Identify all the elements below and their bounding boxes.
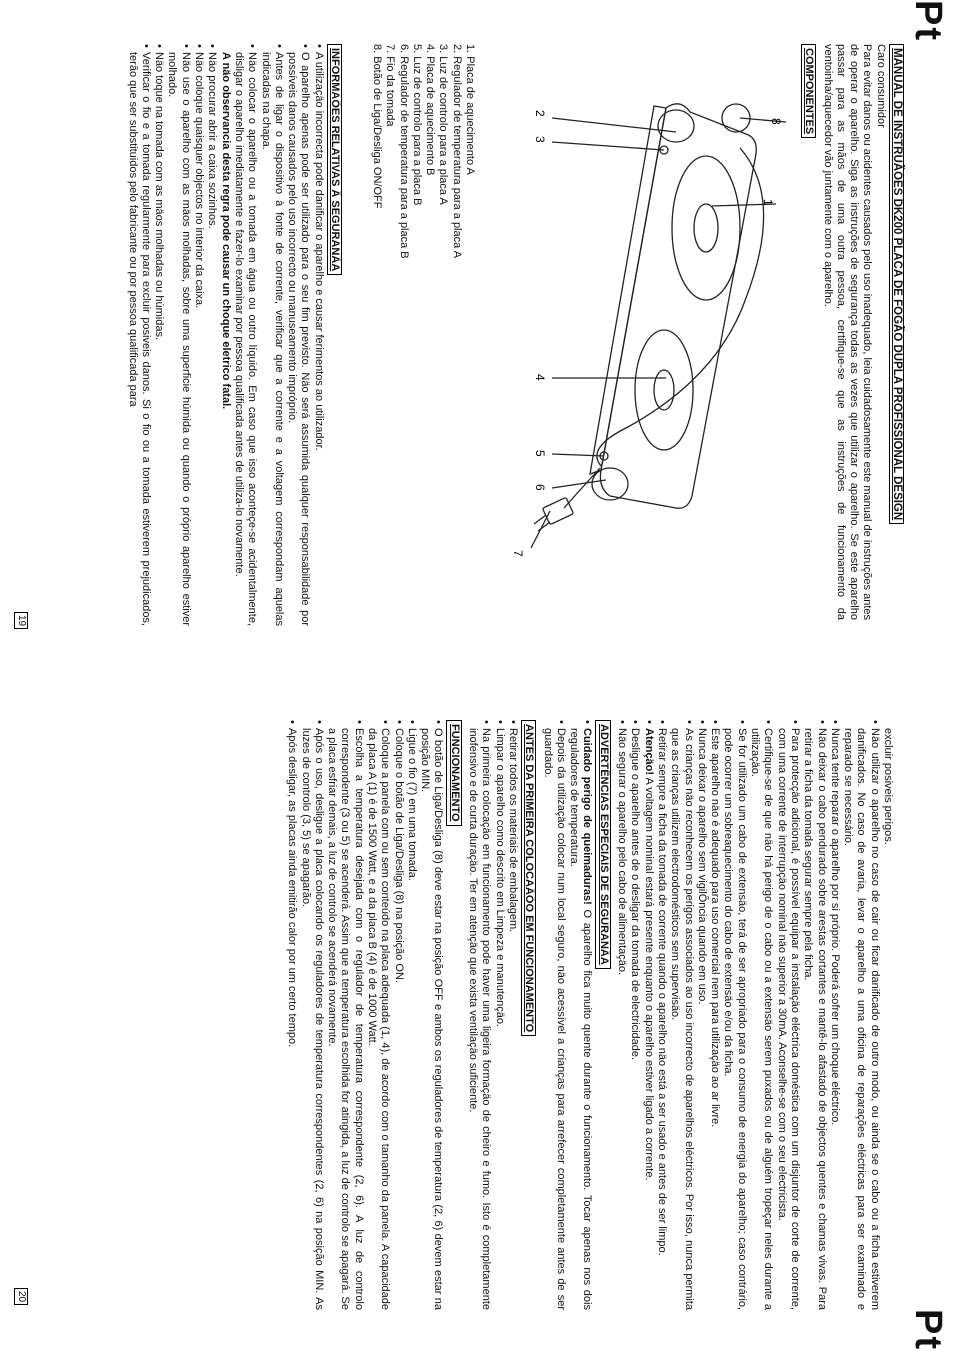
safety-heading: INFORMAÕES RELATIVAS Ä SEGURANÃA — [327, 44, 342, 275]
operation-item: • Coloque o botão de Liga/Desliga (8) na posição ON. — [391, 720, 404, 1310]
callout-8: 8 — [769, 118, 783, 125]
attention-item — [641, 720, 654, 1310]
component-item: 2. Regulador de temperatura para a placa A — [450, 44, 463, 259]
safety-continued — [285, 720, 894, 1310]
safety-item: • Näo procurar abrir a caixa sozinhos. — [205, 44, 218, 626]
operation-item: • Coloque a panela com ou sem conteúdo na placa adequada (1, 4), de acordo com o tamanho da panela. A capacidade da placa A (1) é de 1500 Watt, e a da placa B (4) é de 1000 Watt. — [365, 720, 392, 1310]
first-use-item: • Limpar o aparelho como descrito em Limpeza e manutençäo. — [492, 720, 505, 1310]
safety-item: • Para protecçäo adicional, é possível equipar a instalaçäo eléctrica doméstica com um disjuntor de corte de corrente, com uma corrente de interrupçäo nominal näo superior a 30mA. Aconselhe-se com o seu electricista. — [774, 720, 801, 1310]
safety-item: • Näo use o aparelho com as mäos molhadas, sobre uma superficie húmida ou quando o próprio aparelho estiver molhado. — [165, 44, 192, 626]
safety-item: • Näo deixar o cabo pendurado sobre arestas cortantes e mantê-lo afastado de objectos quentes e chamas vivas. Para retirar a ficha da tomada segurar sempre pela ficha. — [801, 720, 828, 1310]
callout-2: 2 — [533, 110, 547, 117]
power-cord-loop — [597, 148, 764, 466]
components-list-column — [370, 44, 476, 464]
safety-item: • Näo colocar o aparelho ou a tomada em água ou outro líquido. Em caso que isso aconteçe-se acidentalmente, disligar o aparelho imediatamente e fazer-lo examinar por pessoa qualificada antes de utiliza-lo novamente. — [232, 44, 259, 626]
safety-section — [125, 44, 342, 626]
plug — [542, 497, 573, 524]
safety-item: • Näo utilizar o aparelho no caso de cair ou ficar danificado de outro modo, ou ainda se o cabo ou a ficha estiverem danificados. No caso de avaria, levar o aparelho a uma oficina de reparações eléctricas para ser examinado e reparado se necessário. — [841, 720, 881, 1310]
safety-list-3 — [615, 720, 881, 1310]
components-heading: COMPONENTES — [801, 44, 816, 138]
operation-item: • Ligue o fio (7) em uma tomada. — [405, 720, 418, 1310]
callout-1: 1 — [761, 199, 775, 206]
callout-5: 5 — [533, 450, 547, 457]
language-tag: Pt — [907, 0, 949, 42]
page-number: 19 — [14, 612, 28, 629]
page-19-content — [0, 0, 954, 675]
components-list — [370, 44, 476, 464]
safety-list — [232, 44, 325, 626]
safety-item: • Antes de ligar o dispositivo à fonte de corrente, verificar que a corrente e a voltagem correspondam aquelas indicadas na chapa. — [258, 44, 285, 626]
callout-6: 6 — [533, 484, 547, 491]
manual-title: MANUAL DE INSTRUÃOES DK200 PLACA DE FOGÃO DUPLA PROFISSIONAL DESIGN — [889, 44, 904, 524]
safety-item: • Verificar o fio e a tomada regularmente para excluir posiveis danos. Si o fio ou a tomada estiverem prejudicados, terão que ser substituidos pelo fabricante ou por pessoa qualificada para — [125, 44, 152, 626]
component-item: 7. Fio da tomada — [384, 44, 397, 127]
page-20 — [0, 676, 954, 1351]
safety-item: • A utilizaçäo incorrecta pode danificar o aparelho e causar ferimentos ao utilizador. — [311, 44, 324, 626]
burn-label: Cuidado perigo de queimaduras! — [581, 728, 594, 905]
safety-item: • Desligue o aparelho antes de o desligar da tomada de electricidade. — [628, 720, 641, 1310]
callout-7: 7 — [511, 550, 525, 557]
component-item: 6. Regulador de temperatura para a placa B — [397, 44, 410, 259]
knob-b-icon — [592, 468, 628, 500]
first-use-heading: ANTES DA PRIMEIRA COLOCAÃÕO EM FUNCIONAMENTO — [521, 720, 536, 1036]
power-cord — [564, 468, 600, 508]
first-use-item: • Na primeira colocaçäo em funcionamento pode haver uma ligeira formaçäo de cheiro e fumo. Isto é completamente inofensivo e de curta duraçäo. Ter em atençäo que exista ventilaçäo suficiente. — [466, 720, 493, 1310]
safety-item: • Se for utilizado um cabo de extensäo, terá de ser apropriado para o consumo de energia do aparelho; caso contrário, pode ocorrer um sobreaquecimento do cabo de extensäo e/ou da ficha. — [721, 720, 748, 1310]
attention-label: Atençäo! — [642, 728, 655, 776]
operation-item: • Escolha a temperatura desejada com o regulador de temperatura correspondente (2, 6). A luz de controlo correspondente (3 ou 5) se acenderá. Assim que a temperatura escolhida for atingida, a luz de controlo se apagará. Se a placa esfriar demais, a luz de controlo se acenderá novamente. — [325, 720, 365, 1310]
intro-greeting: Caro consumidor — [874, 44, 887, 128]
safety-item: • Certifique-se de que näo há perigo de o cabo ou a extensäo serem puxados ou de alguém tropeçar neles durante a utilizaçäo. — [748, 720, 775, 1310]
operation-item: • Após o uso, desligue a placa colocando os reguladores de temperatura correspondentes (2, 6) na posição MIN. As luzes de controlo (3, 5) se apagarão. — [298, 720, 325, 1310]
burn-warning-item — [567, 720, 594, 1310]
attention-text: A voltagem nominal estará presente enquanto o aparelho estiver ligado a corrente. — [642, 775, 655, 1181]
first-use-item: • Retirar todos os materiais de embalagem. — [506, 720, 519, 1310]
burn-text: O aparelho fica muito quente durante o funcionamento. Tocar apenas nos dois reguladores de temperatura. — [568, 728, 594, 1310]
safety-item: • Nunca tente reparar o aparelho por si próprio. Poderá sofrer um choque eléctrico. — [828, 720, 841, 1310]
first-use-list — [466, 720, 519, 1310]
operation-item: • O botão de Liga/Desliga (8) deve estar na posição OFF e ambos os reguladores de temperatura (2, 6) devem estar na posição MIN. — [418, 720, 445, 1310]
page-number: 20 — [14, 1288, 28, 1305]
safety-item: • As crianças näo reconhecem os perigos associados ao uso incorrecto de aparelhos eléctricos. Por isso, nunca permita que as crianças utilizem electrodomésticos sem supervisäo. — [668, 720, 695, 1310]
special-safety-list — [540, 720, 593, 1310]
safety-warning: A näo observancia desta regra pode causar un choque eletrico fatal. — [219, 52, 232, 410]
safety-item: • Näo toque na tomada com as mäos molhadas ou húmidas. — [152, 44, 165, 626]
language-tag: Pt — [907, 1309, 949, 1351]
safety-item: • Näo segurar o aparelho pelo cabo de alimentaçäo. — [615, 720, 628, 1310]
callout-4: 4 — [533, 374, 547, 381]
safety-item: • O aparelho apenas pode ser utilizado para o seu fim previsto. Näo será assumida qualquer responsabilidade por possíveis danos causados pelo uso incorrecto ou manuseamento impróprio. — [285, 44, 312, 626]
safety-list-2 — [125, 44, 218, 626]
component-item: 4. Placa de aquecimento B — [424, 44, 437, 176]
hotplate-diagram — [491, 78, 783, 578]
plate-a-icon — [672, 156, 740, 300]
intro-paragraph: Para evitar danos ou acidentes causados pelo uso inadequado, leia cuidadosamente este manual de instruções antes de operar o aparelho. Siga as instruções de segurança todas as vezes que utilizar o aparelho. Se este aparelho passar para as mãos de uma outra pessoa, certifique-se que as instruções de funcionamento da ventoinha/aquecedor vão juntamente com o aparelho. — [821, 44, 874, 620]
hotplate-base — [590, 106, 666, 474]
safety-item: • Nunca deixar o aparelho sem vigilÕncia quando em uso. — [695, 720, 708, 1310]
operation-list — [285, 720, 445, 1310]
component-item: 5. Luz de controlo para a placa B — [410, 44, 423, 206]
safety-item: • Retirar sempre a ficha da tomada de corrente quando o aparelho näo está a ser usado e antes de ser limpo. — [655, 720, 668, 1310]
operation-heading: FUNCIONAMENTO — [447, 720, 462, 826]
special-safety-heading: ADVERTÊNCIAS ESPECIAIS DE SEGURANÃA — [595, 720, 610, 969]
page-20-content — [0, 676, 954, 1351]
callout-3: 3 — [533, 136, 547, 143]
intro-column — [799, 44, 904, 620]
component-item: 1. Placa de aquecimento A — [464, 44, 476, 175]
plate-b-icon — [635, 330, 693, 450]
safety-item: • Depois da utilizaçäo colocar num local seguro, näo acessível a crianças para arrefecer completamente antes de ser guardado. — [540, 720, 567, 1310]
component-item: 3. Luz de controlo para a placa A — [437, 44, 450, 205]
safety-item: • Näo coloque quaisquer objectos no interior da caixa. — [192, 44, 205, 626]
page-19 — [0, 0, 954, 675]
continuation-text: excluir posiveis perigos. — [882, 728, 894, 845]
safety-item: • Este aparelho näo é adequado para uso comercial nem para utilizaçäo ao ar livre. — [708, 720, 721, 1310]
operation-item: • Após desligar, as placas ainda emitirão calor por um certo tempo. — [285, 720, 298, 1310]
component-item: 8. Botão de Liga/Desliga ON/OFF — [370, 44, 383, 209]
hotplate-body — [600, 104, 756, 508]
